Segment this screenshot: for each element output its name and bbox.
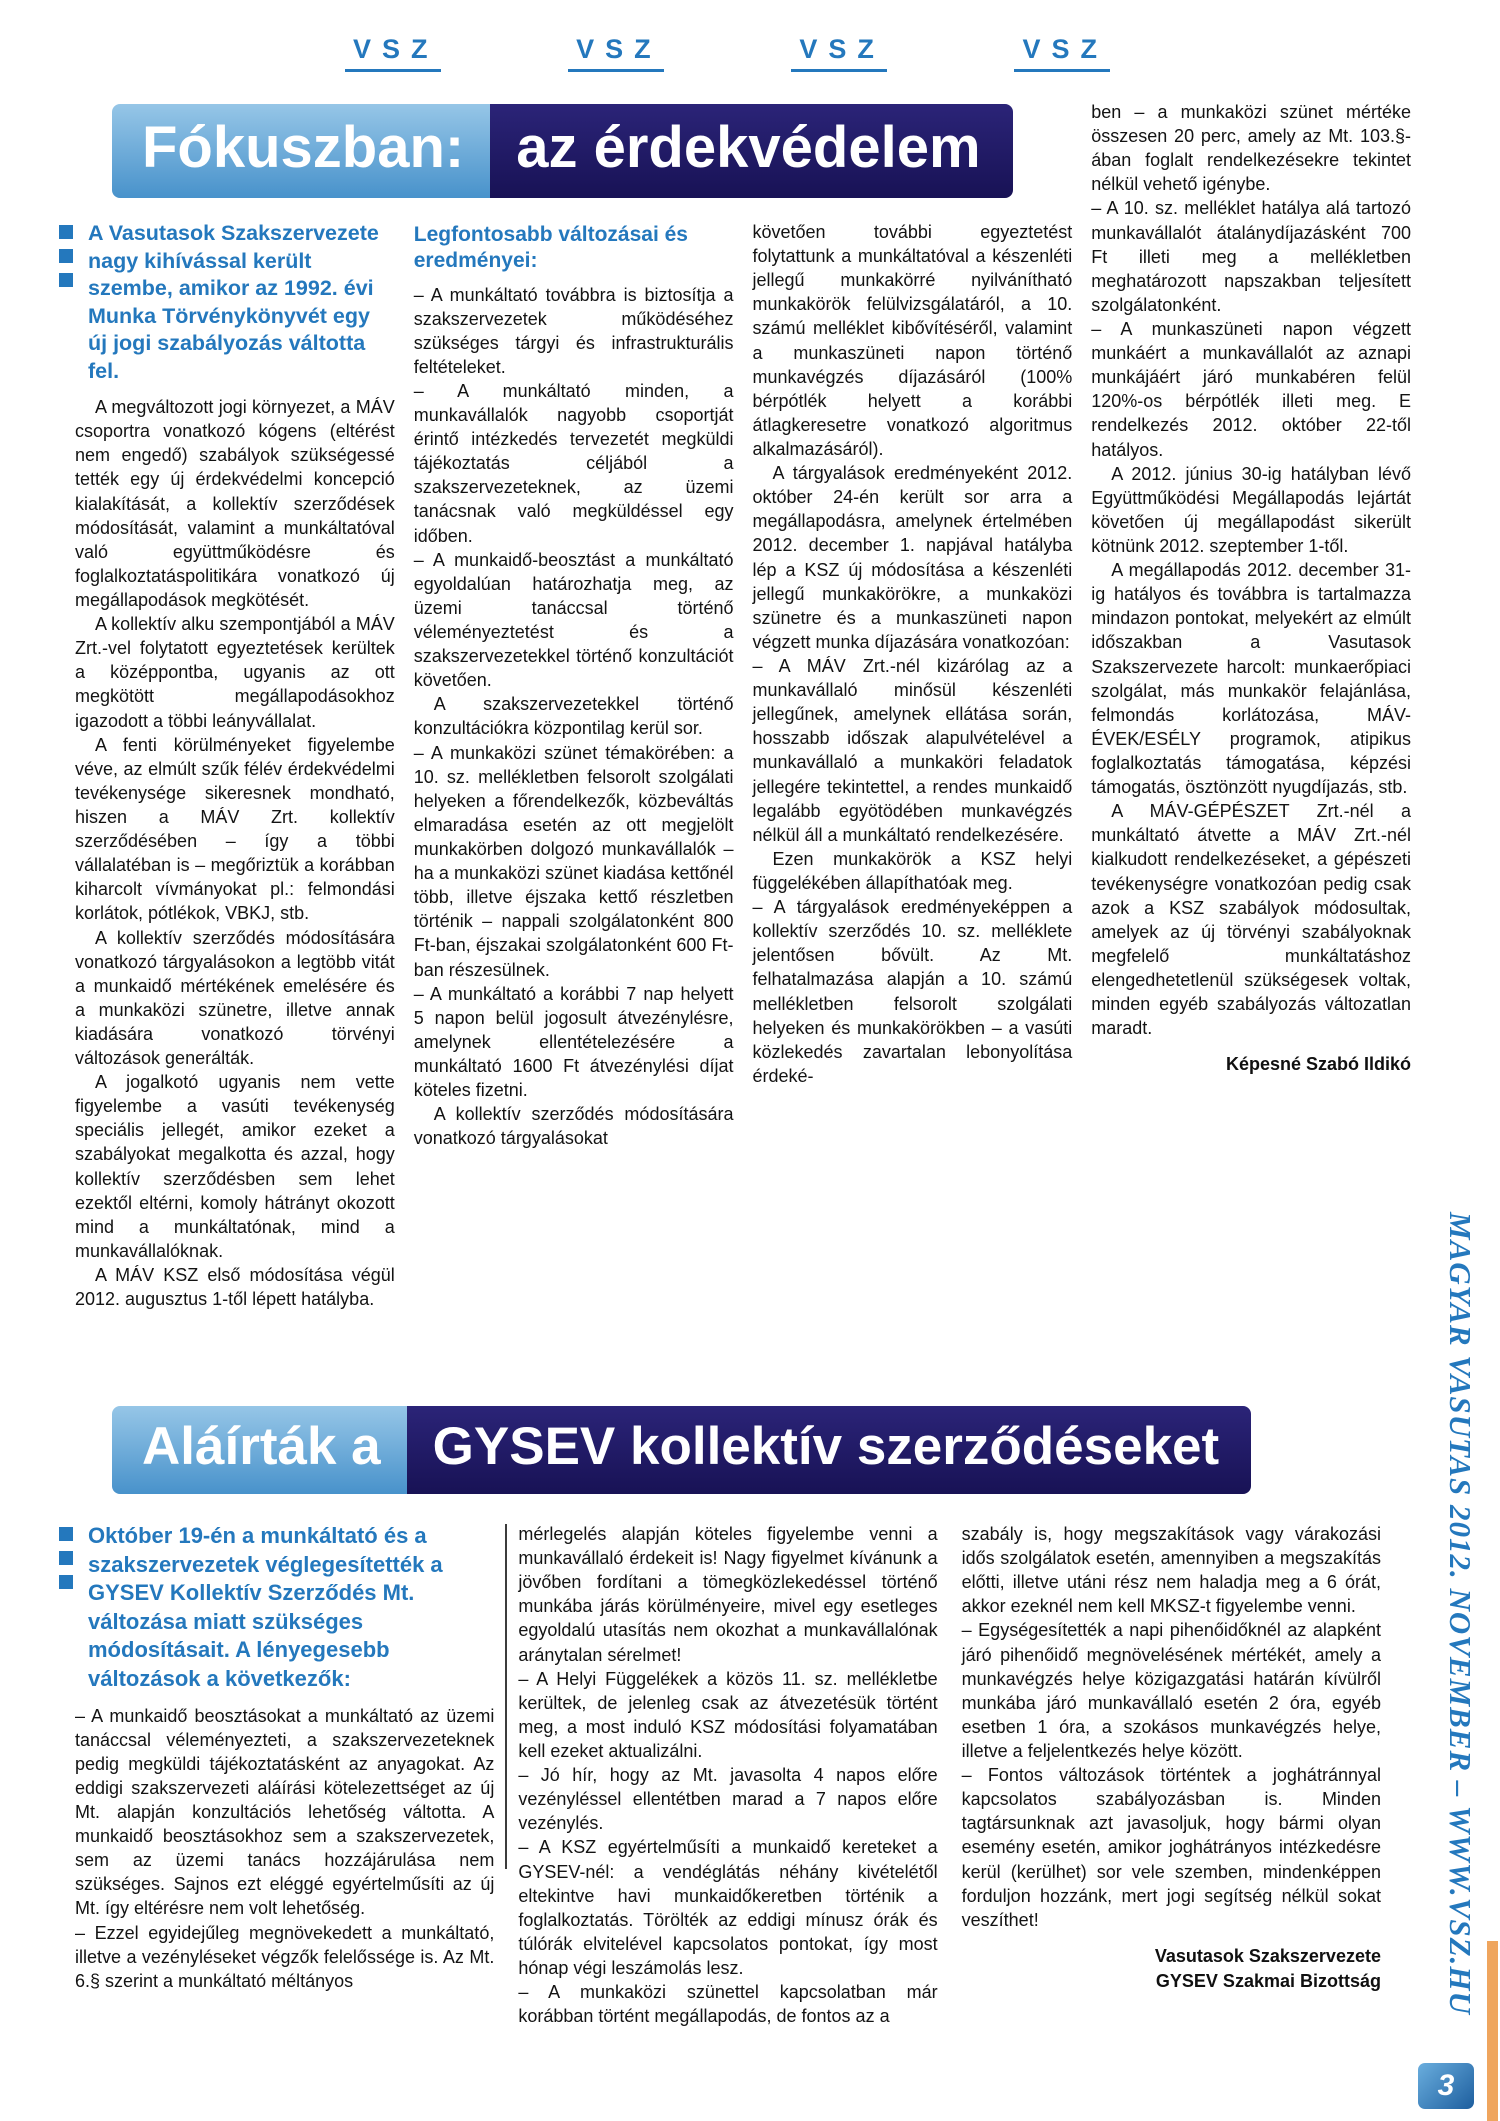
paragraph: – A munkáltató minden, a munkavállalók nagyobb csoportját érintő intézkedés tervezetét megküldi tájékoztatás céljából a szakszervezeteknek, az üzemi tanácsnak való megküldéssel egy időben. [413, 380, 734, 546]
article2-title-kicker: Aláírták a [112, 1406, 407, 1494]
paragraph: – Ezzel egyidejűleg megnövekedett a munkáltató, illetve a vezényléseket végzők felelőssége is. Az Mt. 6.§ szerint a munkáltató méltányos [75, 1922, 495, 1991]
paragraph: – A munkaidő-beosztást a munkáltató egyoldalúan határozhatja meg, az üzemi tanáccsal történő véleményeztetést és a szakszervezetekkel történő konzultációt követően. [413, 549, 734, 691]
paragraph: A 2012. június 30-ig hatályban lévő Együttműködési Megállapodás lejártát követően új megállapodást sikerült kötnünk 2012. szeptember 1-től. [1091, 463, 1411, 556]
paragraph: követően további egyeztetést folytattunk a munkáltatóval a készenléti jellegű munkakörré nyilvánítható munkakörök felülvizsgálatáról, a 10. számú melléklet kibővítéséről, valamint a munkaszüneti napon történő munkavégzés díjazásáról (100% bérpótlék helyett a korábbi átlagkeresetre vonatkozó algoritmus alkalmazásáról). [752, 222, 1073, 459]
paragraph: – A 10. sz. melléklet hatálya alá tartozó munkavállalót átalánydíjazásként 700 Ft illeti meg a mellékletben meghatározott napszakban teljesített szolgálatonként. [1091, 198, 1411, 315]
article2-signature-line2: GYSEV Szakmai Bizottság [1155, 1970, 1381, 1991]
paragraph: – A KSZ egyértelműsíti a munkaidő kereteket a GYSEV-nél: a vendéglátás néhány kivételétől eltekintve havi munkaidőkeretben történik a foglalkoztatás. Törölték az eddigi mínusz órák és túlórák elvitelével kapcsolatos pontokat, így most hónap végi leszámolás lesz. [518, 1837, 938, 1978]
article2-column-1 [75, 1522, 494, 2028]
paragraph: – A tárgyalások eredményeképpen a kollektív szerződés 10. sz. melléklete jelentősen bővült. Az Mt. felhatalmazása alapján a 10. számú mellékletben felsorolt szolgálati helyeken és munkakörökben – a vasúti közlekedés zavartalan lebonyolítása érdeké- [752, 897, 1073, 1086]
vsz-logo: VSZ [568, 34, 664, 72]
article1-title-kicker: Fókuszban: [112, 104, 490, 198]
article1-col3-paragraphs [753, 220, 1073, 1088]
article2-col1-paragraphs [75, 1704, 494, 1993]
article1-lead [75, 220, 395, 385]
vsz-logo: VSZ [345, 34, 441, 72]
article2-title-banner [112, 1406, 1251, 1494]
article1-signature: Képesné Szabó Ildikó [1225, 1054, 1411, 1075]
paragraph: Ezen munkakörök a KSZ helyi függelékében állapíthatóak meg. [752, 848, 1073, 893]
article1-column-1 [75, 220, 395, 1311]
paragraph: A megváltozott jogi környezet, a MÁV csoportra vonatkozó kógens (eltérést nem engedő) szabályok szükségessé tették egy új érdekvédelmi koncepció kialakítását, a kollektív szerződések módosítását, valamint a munkáltatóval való együttműködésre és foglalkoztatáspolitikára vonatkozó új megállapodások megkötését. [75, 397, 395, 610]
paragraph: A kollektív szerződés módosítására vonatkozó tárgyalásokon a legtöbb vitát a munkaidő mértékének emelésére és a munkaközi szünetre, illetve annak kiadására vonatkozó törvényi változások generálták. [75, 927, 395, 1069]
article1-lead-text: A Vasutasok Szakszervezete nagy kihívással került szembe, amikor az 1992. évi Munka Törvénykönyvét egy új jogi szabályozás váltotta fel. [88, 221, 379, 383]
article1-title-banner [112, 104, 1013, 198]
article1-column-4 [1091, 100, 1411, 1311]
article2-col3-paragraphs [962, 1522, 1381, 1932]
article2-column-2 [518, 1522, 937, 2028]
paragraph: – Fontos változások történtek a joghátránnyal kapcsolatos szabályozásban is. Minden tagtársunknak azt javasoljuk, hogy bármi olyan esemény esetén, amikor joghátrányos intézkedésre kerül (kerülhet) sor vele szemben, mindenképpen forduljon hozzánk, mert jogi segítség nélkül sokat veszíthet! [961, 1765, 1381, 1930]
article2-title-main: GYSEV kollektív szerződéseket [407, 1406, 1252, 1494]
paragraph: A tárgyalások eredményeként 2012. október 24-én került sor arra a megállapodásra, amelynek értelmében 2012. december 1. napjával hatályba lép a KSZ új módosítása a készenléti jellegű munkakörökre, a munkaközi szünetre és a munkaszüneti napon végzett munka díjazására vonatkozóan: [752, 463, 1073, 652]
paragraph: – A MÁV Zrt.-nél kizárólag az a munkavállaló minősül készenléti jellegűnek, amelynek ellátása során, hosszabb időszak alapulvételével a munkavállaló a munkaköri feladatok jellegére tekintettel, a rendes munkaidő legalább egyötödében munkavégzés nélkül áll a munkáltató rendelkezésére. [752, 655, 1073, 845]
paragraph: A jogalkotó ugyanis nem vette figyelembe a vasúti tevékenység speciális jellegét, amikor ezeket a szabályokat megalkotta és azzal, hogy kollektív szerződésben sem lehet ezektől eltérni, komoly hátrányt okozott mind a munkáltatónak, mind a munkavállalóknak. [75, 1072, 395, 1261]
article1-title-main: az érdekvédelem [490, 104, 1012, 198]
paragraph: A MÁV-GÉPÉSZET Zrt.-nél a munkáltató átvette a MÁV Zrt.-nél kialkudott rendelkezéseket, a gépészeti tevékenységre vonatkozóan pedig csak azok a KSZ szabályok módosultak, amelyek az új törvényi szabályoknak megfelelő munkáltatáshoz elengedhetetlenül szükségesek voltak, minden egyéb szabályozás változatlan maradt. [1091, 801, 1411, 1039]
article2-lead [75, 1522, 494, 1694]
paragraph: mérlegelés alapján köteles figyelembe venni a munkavállaló érdekeit is! Nagy figyelmet kívánunk a jövőben fordítani a tömegközlekedéssel történő munkába járás körülményeire, mivel egy esetleges egyoldalú utasítás nem okozhat a munkavállalónak aránytalan sérelmet! [518, 1524, 938, 1665]
paragraph: – A munkaközi szünet témakörében: a 10. sz. mellékletben felsorolt szolgálati helyeken a főrendelkezők, közbeváltás elmaradása esetén az ott megjelölt munkakörben dolgozó munkavállalók – ha a munkaközi szünet kiadása kettőnél több, illetve éjszaka kettő részletben történik – nappali szolgálatonként 800 Ft-ban, éjszakai szolgálatonként 600 Ft-ban részesülnek. [413, 742, 734, 980]
article2-column-3 [962, 1522, 1381, 2028]
magazine-edition-sidebar: MAGYAR VASUTAS 2012. NOVEMBER – WWW.VSZ.HU [1443, 1212, 1478, 2015]
paragraph: – A munkaközi szünettel kapcsolatban már korábban történt megállapodás, de fontos az a [518, 1982, 938, 2027]
article1-subheading: Legfontosabb változásai és eredményei: [413, 223, 688, 273]
paragraph: A kollektív alku szempontjából a MÁV Zrt.-vel folytatott egyeztetések kerültek a középpontba, ugyanis az ott megkötött megállapodásokhoz igazodott a többi leányvállalat. [75, 614, 395, 731]
article1-col2-paragraphs [414, 283, 734, 1151]
article1-column-3 [753, 220, 1073, 1311]
article1-column-2 [414, 220, 734, 1311]
page-number: 3 [1418, 2063, 1474, 2109]
paragraph: A szakszervezetekkel történő konzultációkra központilag kerül sor. [413, 694, 734, 739]
bullet-squares-icon [59, 225, 73, 287]
paragraph: – Egységesítették a napi pihenőidőknél az alapként járó pihenőidő megnövelésének mértékét, amely a munkavégzés helye közigazgatási határán kívülről munkába járó munkavállaló esetén 2 óra, egyéb esetben 1 óra, a szokásos munkavégzés helye, illetve a feljelentkezés helye között. [961, 1620, 1381, 1761]
masthead [345, 34, 1110, 72]
paragraph: A kollektív szerződés módosítására vonatkozó tárgyalásokat [413, 1104, 734, 1149]
vsz-logo: VSZ [791, 34, 887, 72]
article-gysev [75, 1522, 1381, 2028]
paragraph: – Jó hír, hogy az Mt. javasolta 4 napos előre vezényléssel ellentétben marad a 7 napos előre vezénylés. [518, 1765, 938, 1834]
vsz-logo: VSZ [1014, 34, 1110, 72]
article1-col4-paragraphs [1091, 100, 1411, 1040]
column-divider [505, 1524, 507, 1869]
bullet-squares-icon [59, 1527, 73, 1589]
paragraph: szabály is, hogy megszakítások vagy várakozási idős szolgálatok esetén, amennyiben a megszakítás előtti, illetve utáni rész nem haladja meg a 6 órát, akkor ezeknél nem kell MKSZ-t figyelembe venni. [961, 1524, 1381, 1617]
decorative-edge-bar [1487, 1941, 1498, 2121]
article2-lead-text: Október 19-én a munkáltató és a szakszervezetek véglegesítették a GYSEV Kollektív Szerződés Mt. változása miatt szükséges módosításait. A lényegesebb változások a következők: [88, 1523, 443, 1691]
article2-col2-paragraphs [518, 1522, 937, 2028]
paragraph: A MÁV KSZ első módosítása végül 2012. augusztus 1-től lépett hatályba. [75, 1265, 395, 1310]
article1-col1-paragraphs [75, 395, 395, 1311]
paragraph: – A munkáltató a korábbi 7 nap helyett 5 napon belül jogosult átvezénylésre, amelynek ellentételezésére a munkáltató 1600 Ft átvezénylési díjat köteles fizetni. [413, 983, 734, 1101]
paragraph: – A Helyi Függelékek a közös 11. sz. mellékletbe kerültek, de jelenleg csak az átvezetésük történt meg, a most induló KSZ módosítási folyamatában kell ezeket aktualizálni. [518, 1668, 938, 1761]
article2-signature-line1: Vasutasok Szakszervezete [1154, 1945, 1381, 1966]
paragraph: – A munkaidő beosztásokat a munkáltató az üzemi tanáccsal véleményezteti, a szakszervezeteknek pedig megküldi tájékoztatásként az anyagokat. Az eddigi szakszervezeti aláírási kötelezettséget az új Mt. alapján konzultációs lehetőség váltotta. A munkaidő beosztásokhoz sem a szakszervezetek, sem az üzemi tanács hozzájárulása nem szükséges. Sajnos ezt eléggé egyértelműsíti az új Mt. így eltérésre nem volt lehetőség. [75, 1705, 495, 1919]
paragraph: ben – a munkaközi szünet mértéke összesen 20 perc, amely az Mt. 103.§-ában foglalt rendelkezésekre tekintet nélkül vehető igénybe. [1091, 102, 1411, 195]
paragraph: – A munkaszüneti napon végzett munkáért a munkavállalót az aznapi munkájáért járó munkabéren felül 120%-os bérpótlék illeti meg. E rendelkezés 2012. október 22-től hatályos. [1091, 318, 1411, 460]
paragraph: A megállapodás 2012. december 31-ig hatályos és továbbra is tartalmazza mindazon pontokat, melyekért az elmúlt időszakban a Vasutasok Szakszervezete harcolt: munkaerőpiaci szolgálat, más munkakör felajánlása, felmondás korlátozása, MÁV-ÉVEK/ESÉLY programok, atipikus foglalkoztatás támogatása, képzési támogatás, ösztönzött nyugdíjazás, stb. [1091, 560, 1411, 798]
paragraph: – A munkáltató továbbra is biztosítja a szakszervezetek működéséhez szükséges tárgyi és infrastrukturális feltételeket. [413, 284, 734, 377]
paragraph: A fenti körülményeket figyelembe véve, az elmúlt szűk félév érdekvédelmi tevékenysége sikeresnek mondható, hiszen a MÁV Zrt. kollektív szerződésében – így a többi vállalatéban is – megőriztük a korábban kiharcolt vívmányokat pl.: felmondási korlátok, pótlékok, VBKJ, stb. [75, 734, 395, 924]
